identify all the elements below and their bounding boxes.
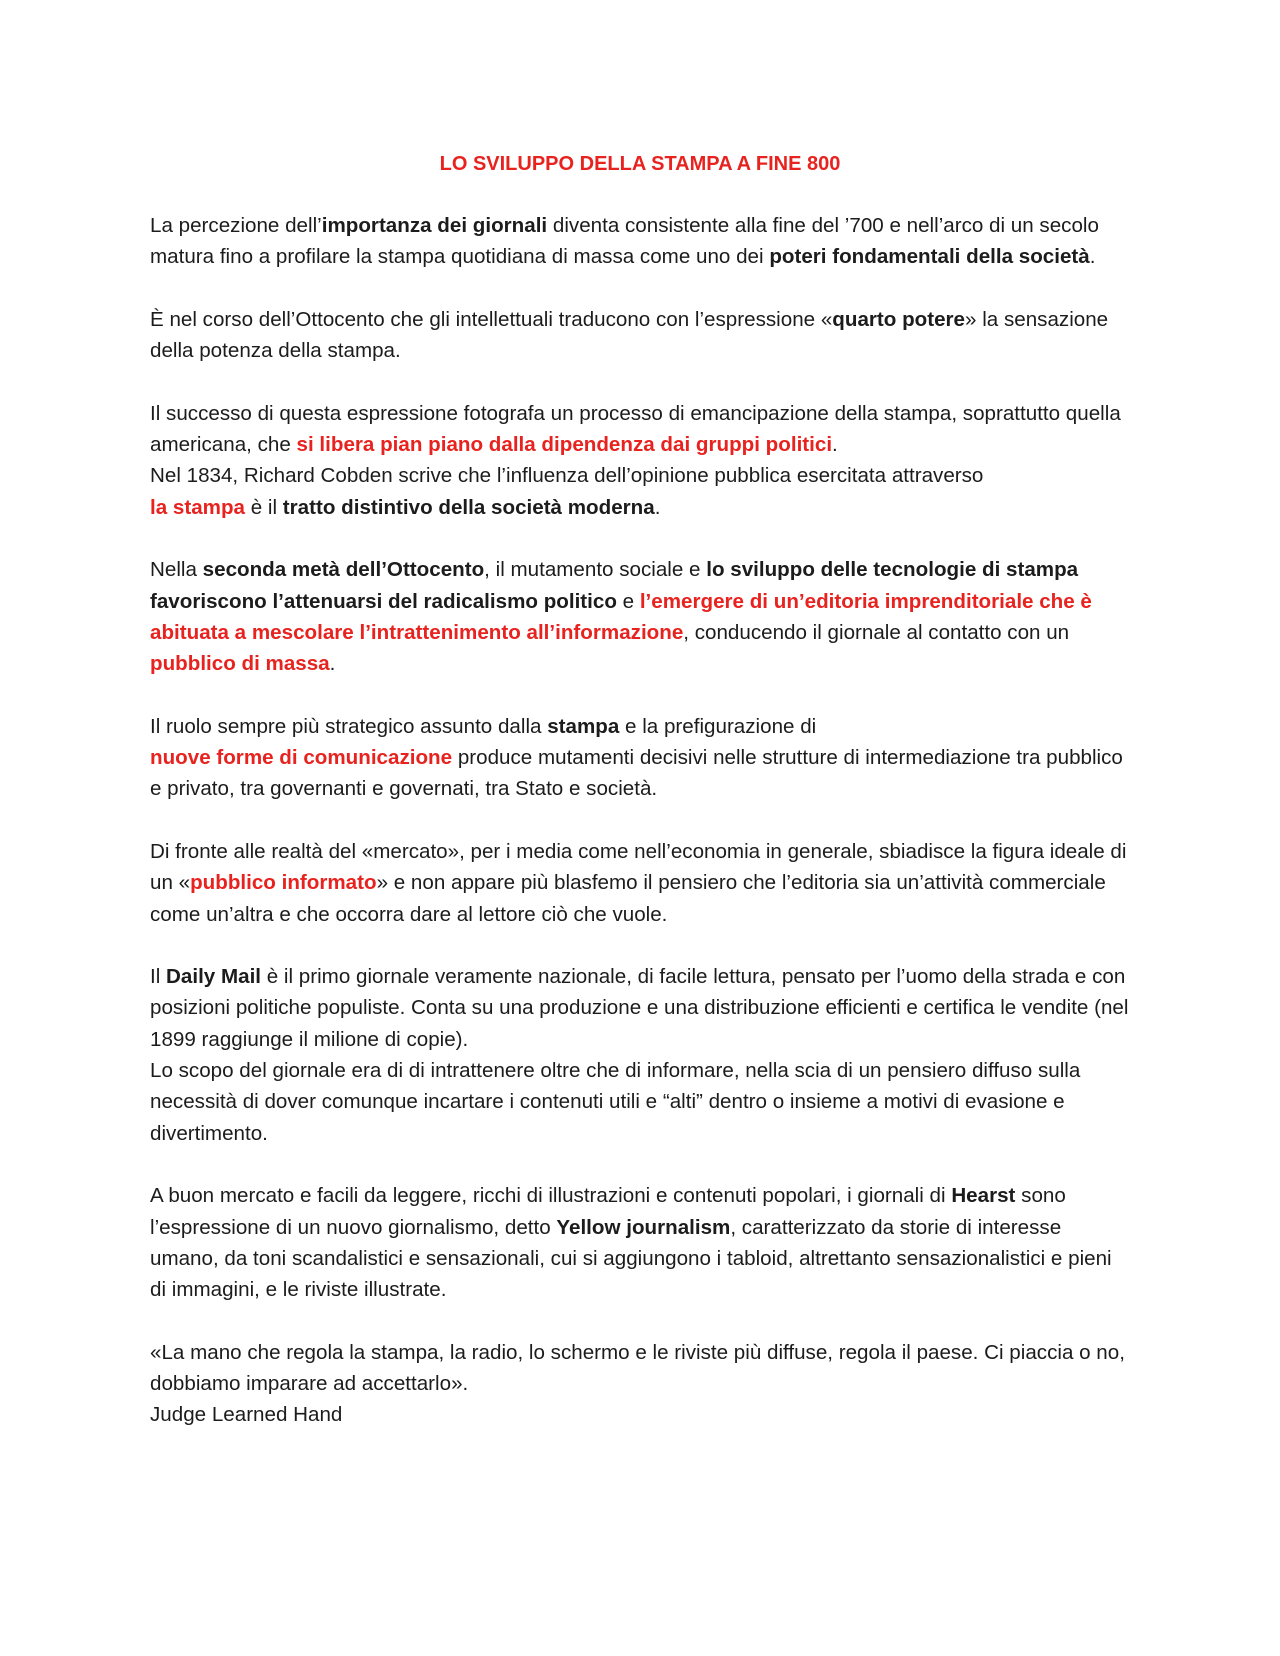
text-segment-bold: Daily Mail <box>166 965 262 989</box>
quote-text: «La mano che regola la stampa, la radio, lo schermo e le riviste più diffuse, regola il paese. Ci piaccia o no, dobbiamo imparare ad accettarlo». <box>150 1340 1125 1395</box>
text-segment: Nel 1834, Richard Cobden scrive che l’influenza dell’opinione pubblica esercitata attraverso <box>150 464 984 488</box>
text-segment: e <box>616 589 640 613</box>
document-title: LO SVILUPPO DELLA STAMPA A FINE 800 <box>439 153 841 175</box>
text-line <box>150 1055 1130 1149</box>
text-segment: . <box>832 433 838 457</box>
text-line <box>150 460 1130 491</box>
text-segment: Di fronte alle realtà del «mercato», per i media come nell’economia in generale, sbiadisce la figura ideale di un « <box>150 839 1127 895</box>
text-segment-bold: quarto potere <box>832 307 966 331</box>
text-segment: » la sensazione della potenza della stampa. <box>150 307 1109 363</box>
text-segment: diventa consistente alla fine del ’700 e nell’arco di un secolo matura fino a profilare la stampa quotidiana di massa come uno dei <box>150 214 1099 269</box>
text-segment: Nella <box>150 558 203 582</box>
text-segment-highlight: l’emergere di un’editoria imprenditoriale che è abituata a mescolare l’intrattenimento all’informazione <box>150 589 1092 644</box>
text-segment: Il successo di questa espressione fotografa un processo di emancipazione della stampa, soprattutto quella americana, che <box>150 401 1121 457</box>
text-segment-highlight: pubblico di massa <box>150 652 330 676</box>
text-segment: . <box>654 495 661 519</box>
text-segment: , caratterizzato da storie di interesse umano, da toni scandalistici e sensazionali, cui si aggiungono i tabloid, altrettanto sensazionalistici e pieni di immagini, e le riviste illustrate. <box>150 1215 1112 1302</box>
text-segment-highlight: si libera pian piano dalla dipendenza dai gruppi politici <box>296 433 833 457</box>
paragraph <box>150 304 1130 367</box>
text-segment: e la prefigurazione di <box>619 714 817 738</box>
text-segment: è il <box>245 495 283 519</box>
text-segment: Il <box>150 965 167 989</box>
text-segment-bold: stampa <box>547 714 620 738</box>
text-segment: È nel corso dell’Ottocento che gli intellettuali traducono con l’espressione « <box>150 307 833 331</box>
text-segment-bold: tratto distintivo della società moderna <box>282 495 655 519</box>
text-segment: Lo scopo del giornale era di di intrattenere oltre che di informare, nella scia di un pensiero diffuso sulla necessità di dover comunque incartare i contenuti utili e “alti” dentro o insieme a motivi di evasione e divertimento. <box>150 1059 1081 1145</box>
text-segment: . <box>1089 245 1096 269</box>
text-line <box>150 492 1130 523</box>
text-segment: . <box>329 652 336 676</box>
paragraph <box>150 711 1130 805</box>
text-segment: , il mutamento sociale e <box>484 558 707 582</box>
quote-attribution: Judge Learned Hand <box>150 1403 343 1427</box>
text-line <box>150 742 1130 805</box>
text-segment-bold: Hearst <box>951 1184 1016 1208</box>
text-segment: produce mutamenti decisivi nelle strutture di intermediazione tra pubblico e privato, tra governanti e governati, tra Stato e società. <box>150 746 1123 801</box>
text-segment-highlight: nuove forme di comunicazione <box>150 746 453 770</box>
text-segment: A buon mercato e facili da leggere, ricchi di illustrazioni e contenuti popolari, i giornali di <box>150 1184 952 1208</box>
paragraph <box>150 210 1130 273</box>
paragraph <box>150 398 1130 523</box>
text-segment-bold: poteri fondamentali della società <box>769 245 1090 269</box>
paragraph <box>150 961 1130 1149</box>
text-segment-bold: Yellow journalism <box>556 1215 731 1239</box>
text-segment: » e non appare più blasfemo il pensiero che l’editoria sia un’attività commerciale come un’altra e che occorra dare al lettore ciò che vuole. <box>150 871 1106 926</box>
document-body <box>150 210 1130 1431</box>
text-segment: sono l’espressione di un nuovo giornalismo, detto <box>150 1184 1066 1239</box>
paragraph <box>150 554 1130 679</box>
text-segment-bold: seconda metà dell’Ottocento <box>202 558 485 582</box>
paragraph <box>150 836 1130 930</box>
text-segment-bold: lo sviluppo delle tecnologie di stampa favoriscono l’attenuarsi del radicalismo politico <box>150 558 1079 613</box>
quote-paragraph <box>150 1337 1130 1431</box>
quote-attribution-line <box>150 1399 1130 1430</box>
paragraph <box>150 1180 1130 1305</box>
text-segment-highlight: la stampa <box>150 495 246 519</box>
text-segment: Il ruolo sempre più strategico assunto dalla <box>150 714 548 738</box>
text-segment-highlight: pubblico informato <box>190 871 377 895</box>
text-segment: La percezione dell’ <box>150 214 322 237</box>
text-segment: , conducendo il giornale al contatto con un <box>683 620 1070 644</box>
text-segment-bold: importanza dei giornali <box>321 214 548 237</box>
text-segment: è il primo giornale veramente nazionale, di facile lettura, pensato per l’uomo della strada e con posizioni politiche populiste. Conta su una produzione e una distribuzione efficienti e certifica le vendite (nel 1899 raggiunge il milione di copie). <box>150 965 1129 1051</box>
